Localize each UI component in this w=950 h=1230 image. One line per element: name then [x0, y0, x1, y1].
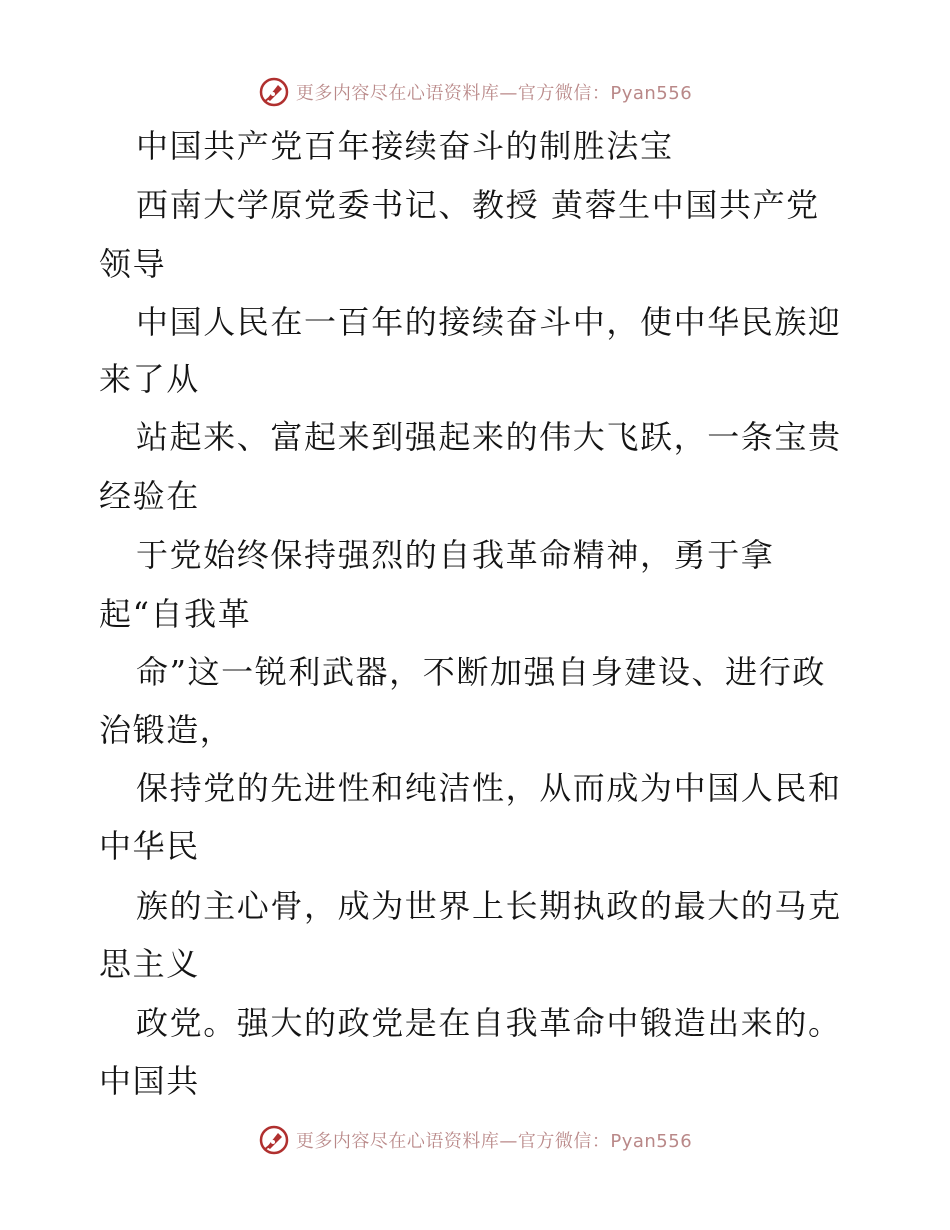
text-line: 族的主心骨，成为世界上长期执政的最大的马克 [136, 887, 842, 925]
text-line: 中国人民在一百年的接续奋斗中，使中华民族迎 [136, 303, 842, 341]
text-line: 政党。强大的政党是在自我革命中锻造出来的。 [136, 1004, 842, 1042]
text-line: 命”这一锐利武器，不断加强自身建设、进行政 [136, 653, 826, 691]
footer-banner-text: 更多内容尽在心语资料库—官方微信：Pyan556 [295, 1131, 693, 1152]
text-line: 来了从 [99, 360, 200, 398]
text-line: 领导 [99, 245, 167, 283]
text-line: 于党始终保持强烈的自我革命精神，勇于拿 [136, 536, 775, 574]
header-banner-text: 更多内容尽在心语资料库—官方微信：Pyan556 [295, 83, 693, 104]
document-title: 中国共产党百年接续奋斗的制胜法宝 [136, 127, 674, 165]
text-line: 保持党的先进性和纯洁性，从而成为中国人民和 [136, 769, 842, 807]
text-line: 治锻造， [99, 711, 234, 749]
text-line: 中华民 [99, 827, 200, 865]
text-line: 起“自我革 [99, 595, 252, 633]
text-line: 经验在 [99, 477, 200, 515]
text-line: 西南大学原党委书记、教授 黄蓉生中国共产党 [136, 186, 820, 224]
footer-banner [0, 1120, 950, 1160]
pen-nib-logo-icon [258, 1124, 290, 1156]
text-line: 中国共 [99, 1062, 200, 1100]
text-line: 思主义 [99, 945, 200, 983]
text-line: 站起来、富起来到强起来的伟大飞跃，一条宝贵 [136, 418, 842, 456]
